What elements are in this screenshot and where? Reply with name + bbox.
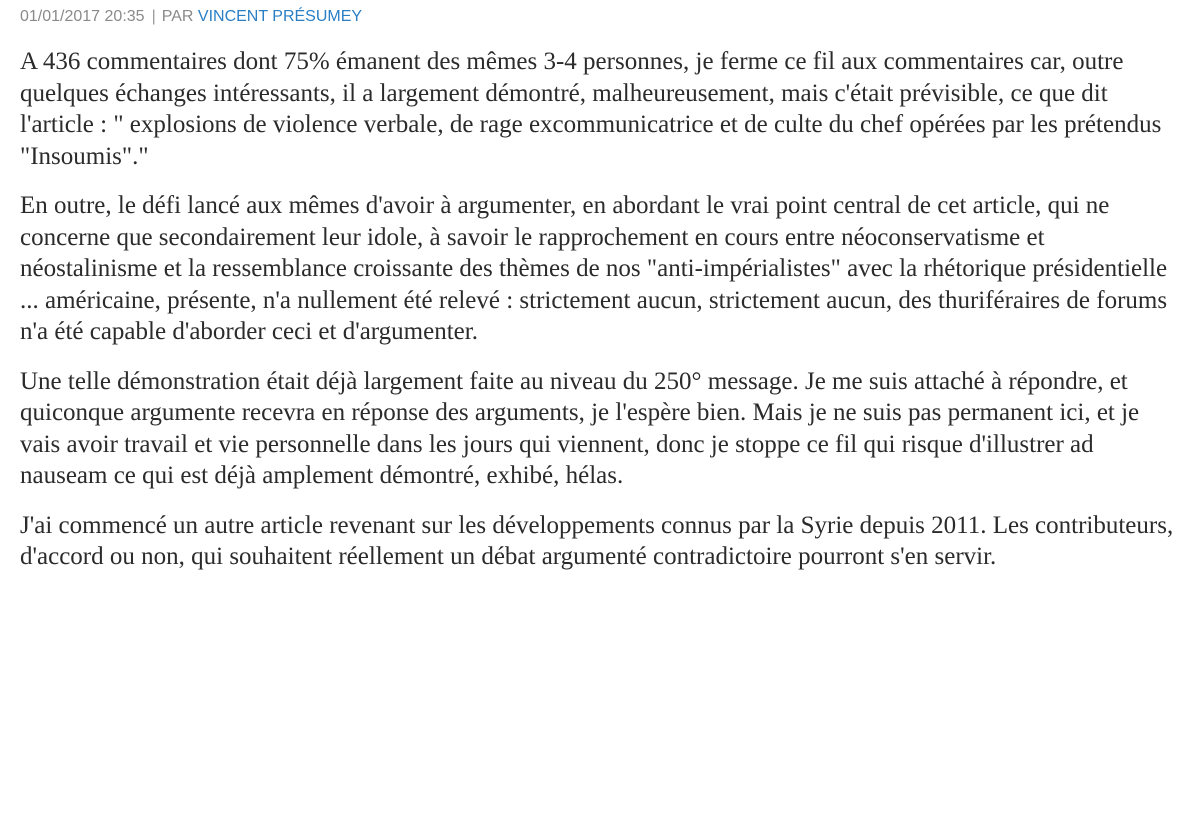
meta-separator: |	[151, 8, 156, 25]
comment-paragraph: A 436 commentaires dont 75% émanent des mêmes 3-4 personnes, je ferme ce fil aux commentaires car, outre quelques échanges intéressants, il a largement démontré, malheureusement, mais c'était prévisible, ce que dit l'article : " explosions de violence verbale, de rage excommunicatrice et de culte du chef opérées par les prétendus "Insoumis"."	[20, 48, 1162, 170]
comment-paragraph: Une telle démonstration était déjà largement faite au niveau du 250° message. Je me suis attaché à répondre, et quiconque argumente recevra en réponse des arguments, je l'espère bien. Mais je ne suis pas permanent ici, et je vais avoir travail et vie personnelle dans les jours qui viennent, donc je stoppe ce fil qui risque d'illustrer ad nauseam ce qui est déjà amplement démontré, exhibé, hélas.	[20, 367, 1140, 489]
comment-body	[20, 46, 1180, 573]
comment-date: 01/01/2017 20:35	[20, 8, 145, 25]
comment-paragraph: J'ai commencé un autre article revenant sur les développements connus par la Syrie depuis 2011. Les contributeurs, d'accord ou non, qui souhaitent réellement un débat argumenté contradictoire pourront s'en servir.	[20, 511, 1174, 570]
comment-meta	[20, 6, 1180, 30]
author-link[interactable]: VINCENT PRÉSUMEY	[197, 8, 363, 25]
comment-paragraph: En outre, le défi lancé aux mêmes d'avoir à argumenter, en abordant le vrai point central de cet article, qui ne concerne que secondairement leur idole, à savoir le rapprochement en cours entre néoconservatisme et néostalinisme et la ressemblance croissante des thèmes de nos "anti-impérialistes" avec la rhétorique présidentielle ... américaine, présente, n'a nullement été relevé : strictement aucun, strictement aucun, des thuriféraires de forums n'a été capable d'aborder ceci et d'argumenter.	[20, 192, 1168, 345]
by-label: PAR	[161, 8, 194, 25]
